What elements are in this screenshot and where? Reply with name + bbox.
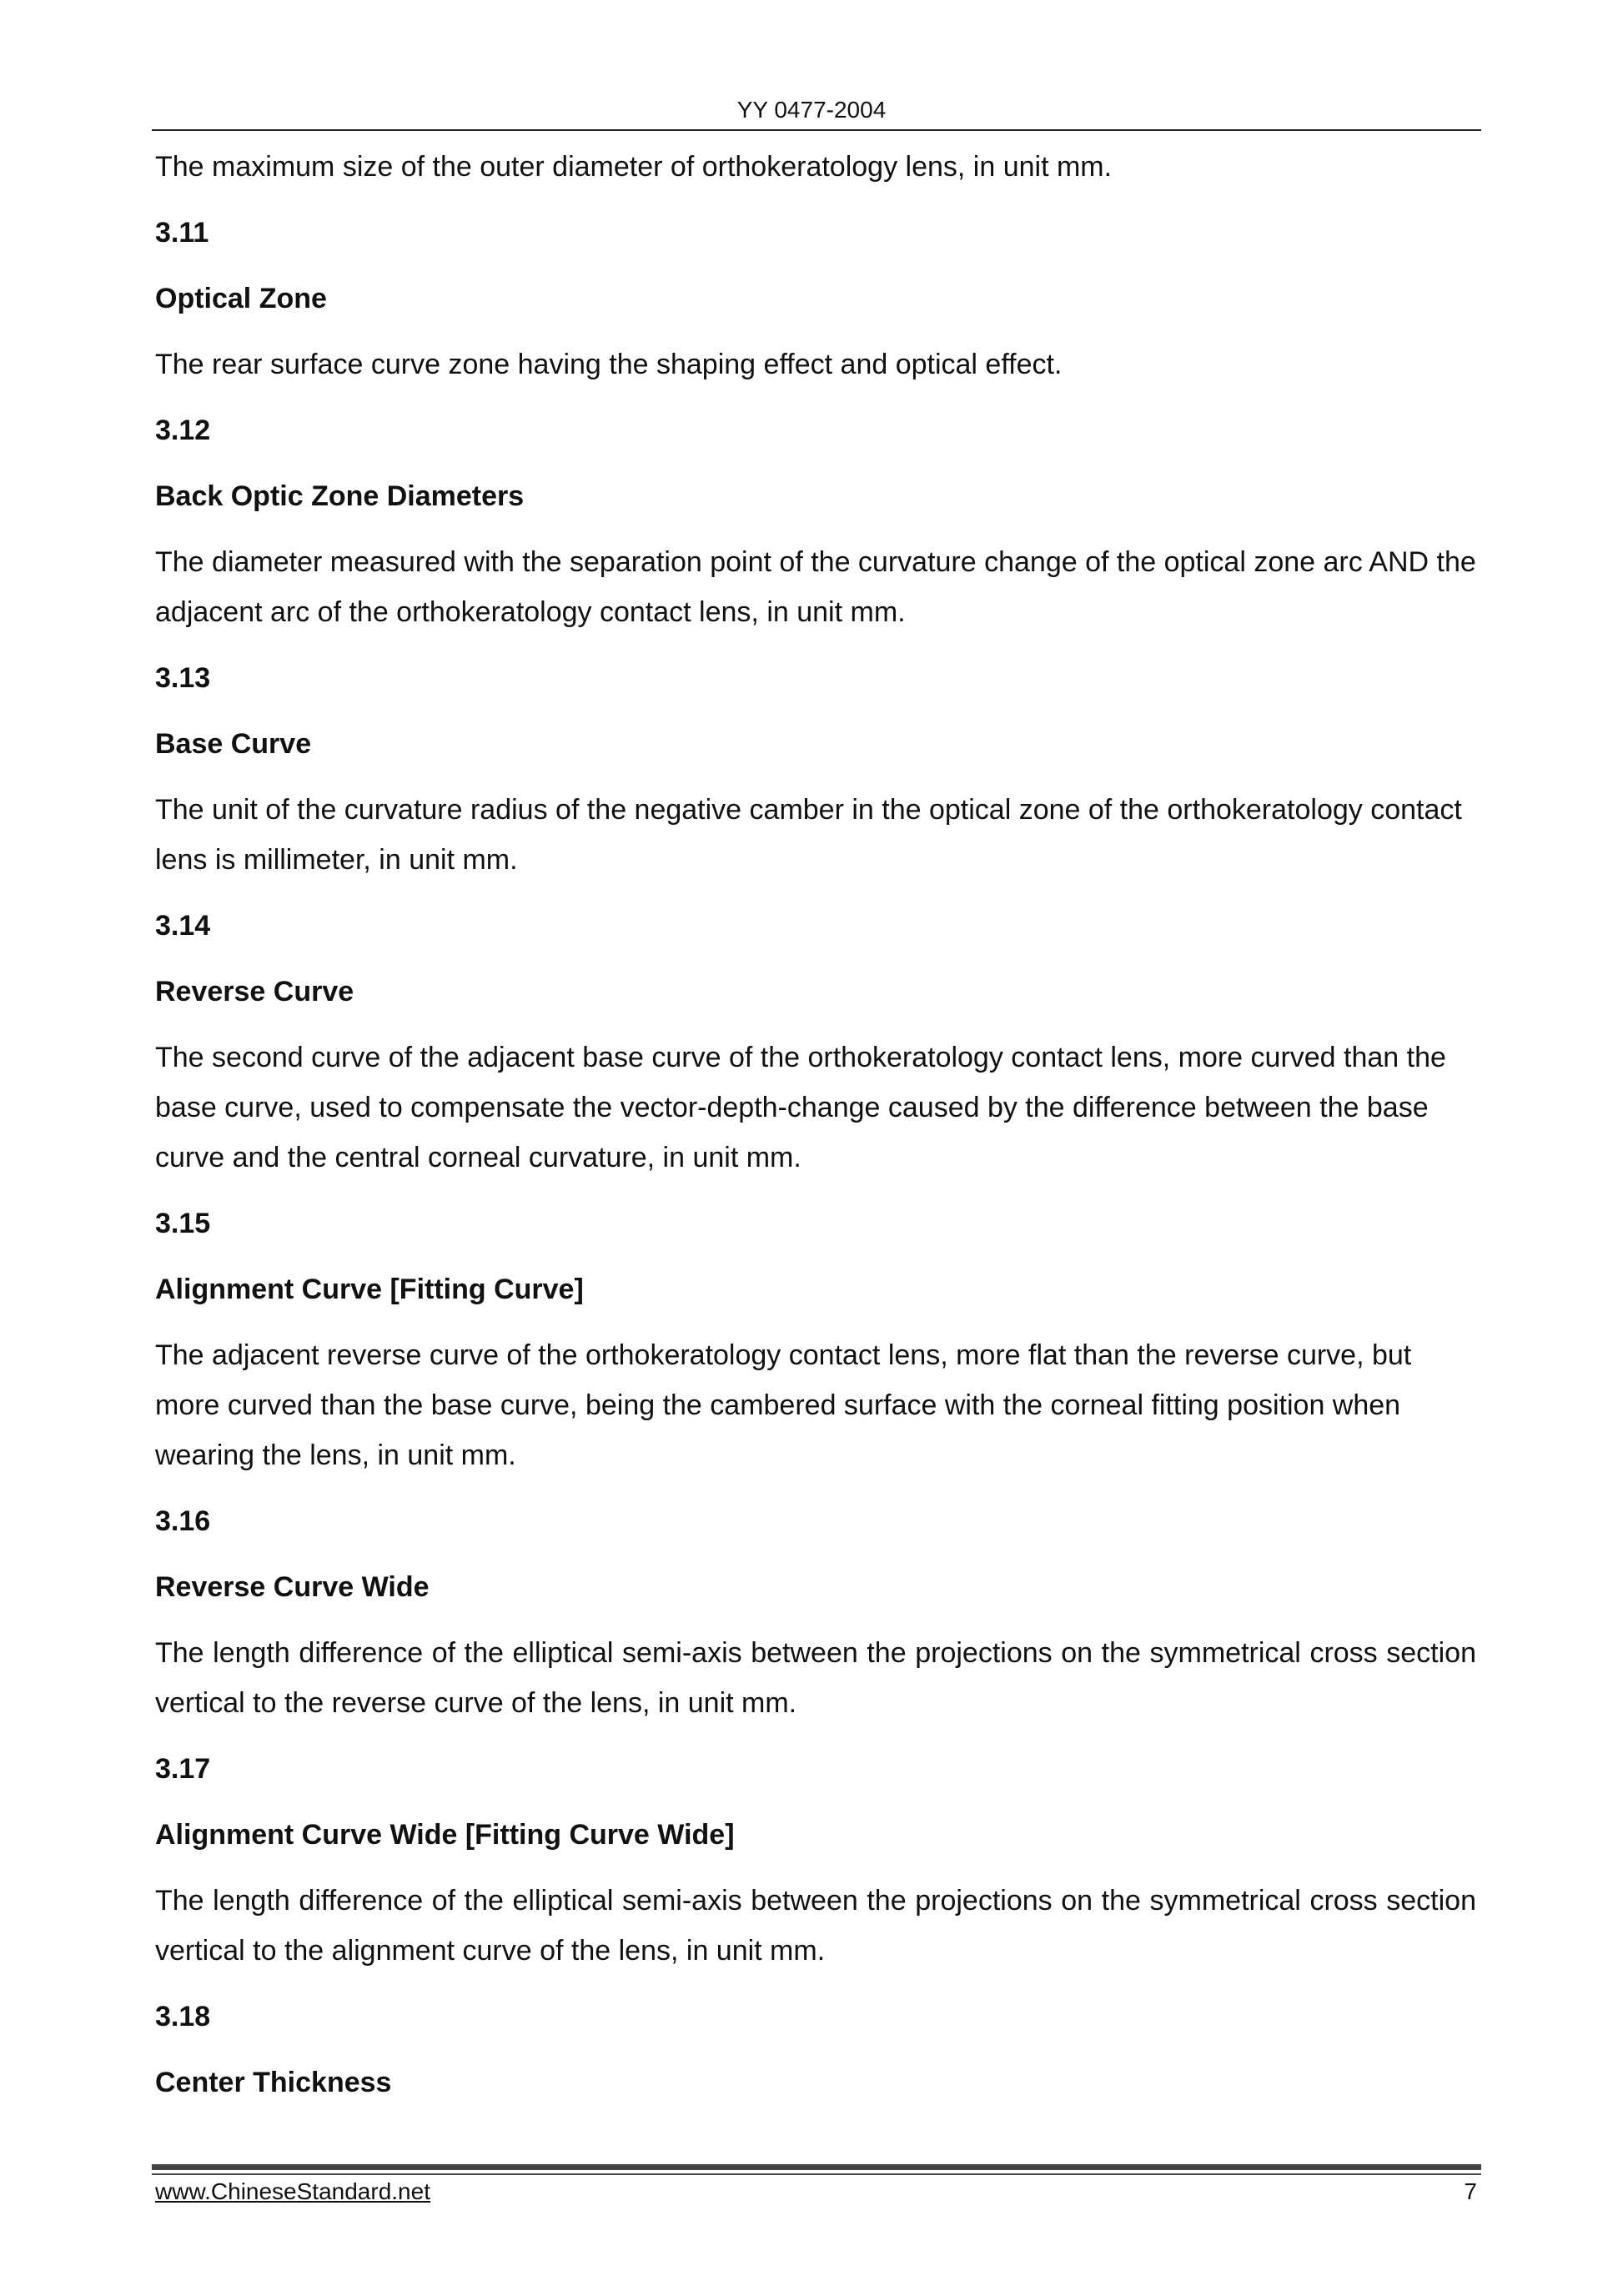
section-3-18-number: 3.18	[155, 2001, 211, 2032]
section-3-12-term: Back Optic Zone Diameters	[155, 480, 525, 512]
section-3-12-definition: The diameter measured with the separation point of the curvature change of the optical zone arc AND the adjacent arc of the orthokeratology contact lens, in unit mm.	[155, 546, 1476, 628]
section-3-13-number: 3.13	[155, 662, 211, 694]
footer-page-number: 7	[1464, 2178, 1477, 2204]
section-3-11-term: Optical Zone	[155, 283, 327, 314]
section-3-13-term: Base Curve	[155, 728, 312, 760]
section-3-15-term: Alignment Curve [Fitting Curve]	[155, 1274, 584, 1305]
section-3-13-definition: The unit of the curvature radius of the negative camber in the optical zone of the orthokeratology contact lens is millimeter, in unit mm.	[155, 794, 1462, 876]
section-3-15-number: 3.15	[155, 1208, 211, 1239]
footer-website-link[interactable]: www.ChineseStandard.net	[155, 2178, 430, 2204]
section-3-14-definition: The second curve of the adjacent base curve of the orthokeratology contact lens, more curved than the base curve, used to compensate the vector-depth-change caused by the difference between the base curve and the central corneal curvature, in unit mm.	[155, 1042, 1446, 1173]
footer-divider-thick	[152, 2164, 1481, 2170]
section-3-17-number: 3.17	[155, 1753, 211, 1785]
section-3-16-definition: The length difference of the elliptical semi-axis between the projections on the symmetrical cross section vertical to the reverse curve of the lens, in unit mm.	[155, 1637, 1476, 1719]
section-3-15-definition: The adjacent reverse curve of the orthokeratology contact lens, more flat than the reverse curve, but more curved than the base curve, being the cambered surface with the corneal fitting position when wearing the lens, in unit mm.	[155, 1339, 1412, 1471]
document-body	[155, 142, 1476, 2123]
section-3-14-term: Reverse Curve	[155, 976, 354, 1007]
section-3-11-number: 3.11	[155, 217, 209, 249]
header-divider	[152, 129, 1481, 131]
intro-paragraph: The maximum size of the outer diameter of orthokeratology lens, in unit mm.	[155, 151, 1113, 183]
section-3-11-definition: The rear surface curve zone having the shaping effect and optical effect.	[155, 349, 1063, 380]
section-3-17-term: Alignment Curve Wide [Fitting Curve Wide]	[155, 1819, 735, 1851]
section-3-12-number: 3.12	[155, 414, 211, 446]
footer-divider-thin	[152, 2173, 1481, 2175]
section-3-18-term: Center Thickness	[155, 2067, 392, 2098]
section-3-16-term: Reverse Curve Wide	[155, 1571, 430, 1603]
section-3-17-definition: The length difference of the elliptical semi-axis between the projections on the symmetrical cross section vertical to the alignment curve of the lens, in unit mm.	[155, 1885, 1476, 1967]
section-3-16-number: 3.16	[155, 1505, 211, 1537]
header-doc-code: YY 0477-2004	[736, 97, 887, 123]
section-3-14-number: 3.14	[155, 910, 211, 942]
